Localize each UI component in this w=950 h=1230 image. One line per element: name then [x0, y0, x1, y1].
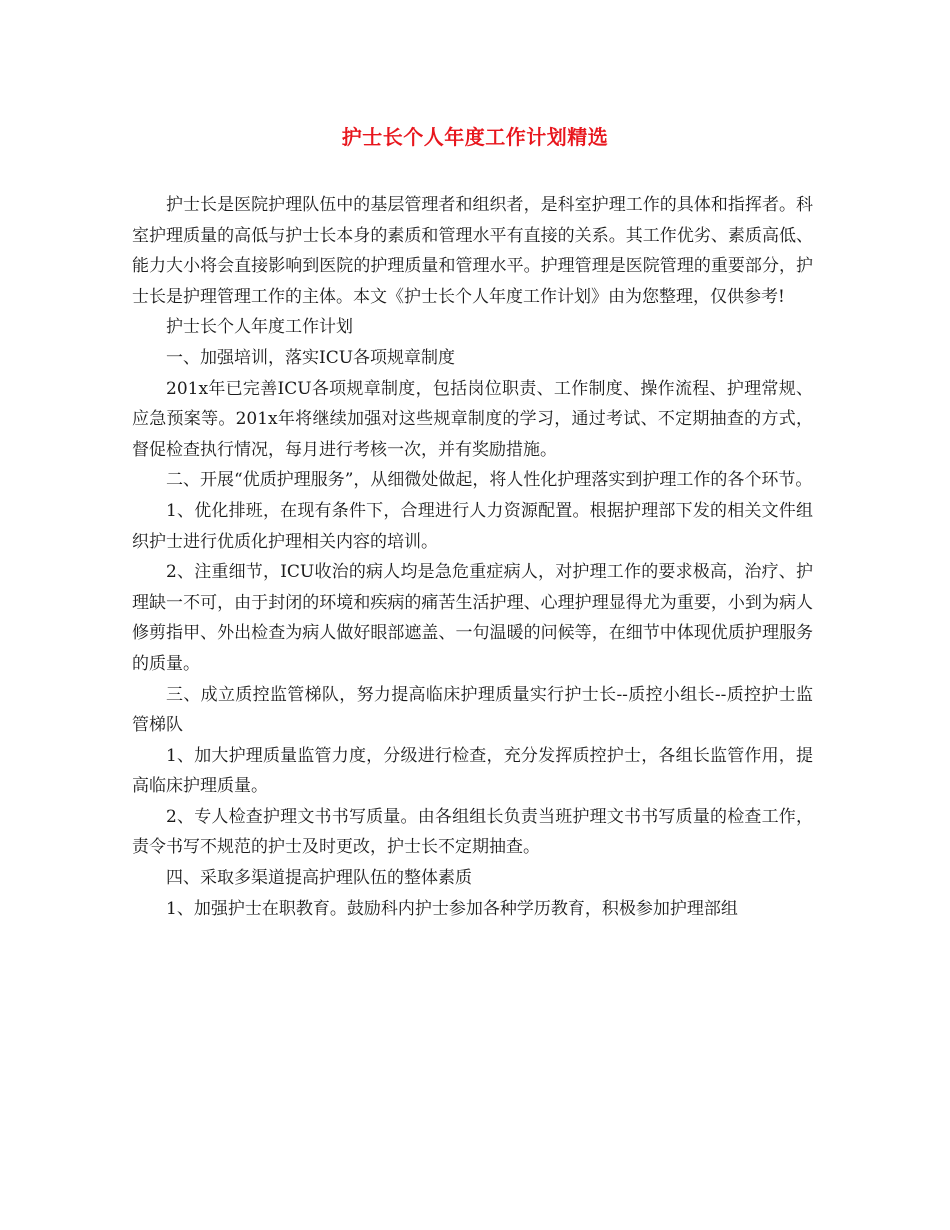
section-heading-3: 三、成立质控监管梯队，努力提高临床护理质量实行护士长--质控小组长--质控护士监管梯队 [132, 684, 813, 736]
document-body [132, 190, 813, 924]
section-heading-4: 四、采取多渠道提高护理队伍的整体素质 [166, 868, 472, 889]
paragraph: 201x年已完善ICU各项规章制度，包括岗位职责、工作制度、操作流程、护理常规、应急预案等。201x年将继续加强对这些规章制度的学习，通过考试、不定期抽查的方式，督促检查执行情况，每月进行考核一次，并有奖励措施。 [132, 378, 813, 460]
paragraph-intro: 护士长是医院护理队伍中的基层管理者和组织者，是科室护理工作的具体和指挥者。科室护理质量的高低与护士长本身的素质和管理水平有直接的关系。其工作优劣、素质高低、能力大小将会直接影响到医院的护理质量和管理水平。护理管理是医院管理的重要部分，护士长是护理管理工作的主体。本文《护士长个人年度工作计划》由为您整理，仅供参考! [132, 195, 813, 307]
document-title: 护士长个人年度工作计划精选 [341, 125, 609, 149]
paragraph: 1、加大护理质量监管力度，分级进行检查，充分发挥质控护士，各组长监管作用，提高临床护理质量。 [132, 745, 813, 797]
section-heading-1: 一、加强培训，落实ICU各项规章制度 [166, 347, 456, 368]
paragraph-subtitle: 护士长个人年度工作计划 [166, 317, 353, 338]
paragraph: 2、专人检查护理文书书写质量。由各组组长负责当班护理文书书写质量的检查工作，责令书写不规范的护士及时更改，护士长不定期抽查。 [132, 806, 813, 858]
paragraph: 2、注重细节，ICU收治的病人均是急危重症病人，对护理工作的要求极高，治疗、护理缺一不可，由于封闭的环境和疾病的痛苦生活护理、心理护理显得尤为重要，小到为病人修剪指甲、外出检查为病人做好眼部遮盖、一句温暖的问候等，在细节中体现优质护理服务的质量。 [132, 562, 813, 674]
paragraph: 1、加强护士在职教育。鼓励科内护士参加各种学历教育，积极参加护理部组 [166, 898, 738, 919]
section-heading-2: 二、开展“优质护理服务”，从细微处做起，将人性化护理落实到护理工作的各个环节。 [166, 470, 813, 491]
paragraph: 1、优化排班，在现有条件下，合理进行人力资源配置。根据护理部下发的相关文件组织护士进行优质化护理相关内容的培训。 [132, 500, 813, 552]
